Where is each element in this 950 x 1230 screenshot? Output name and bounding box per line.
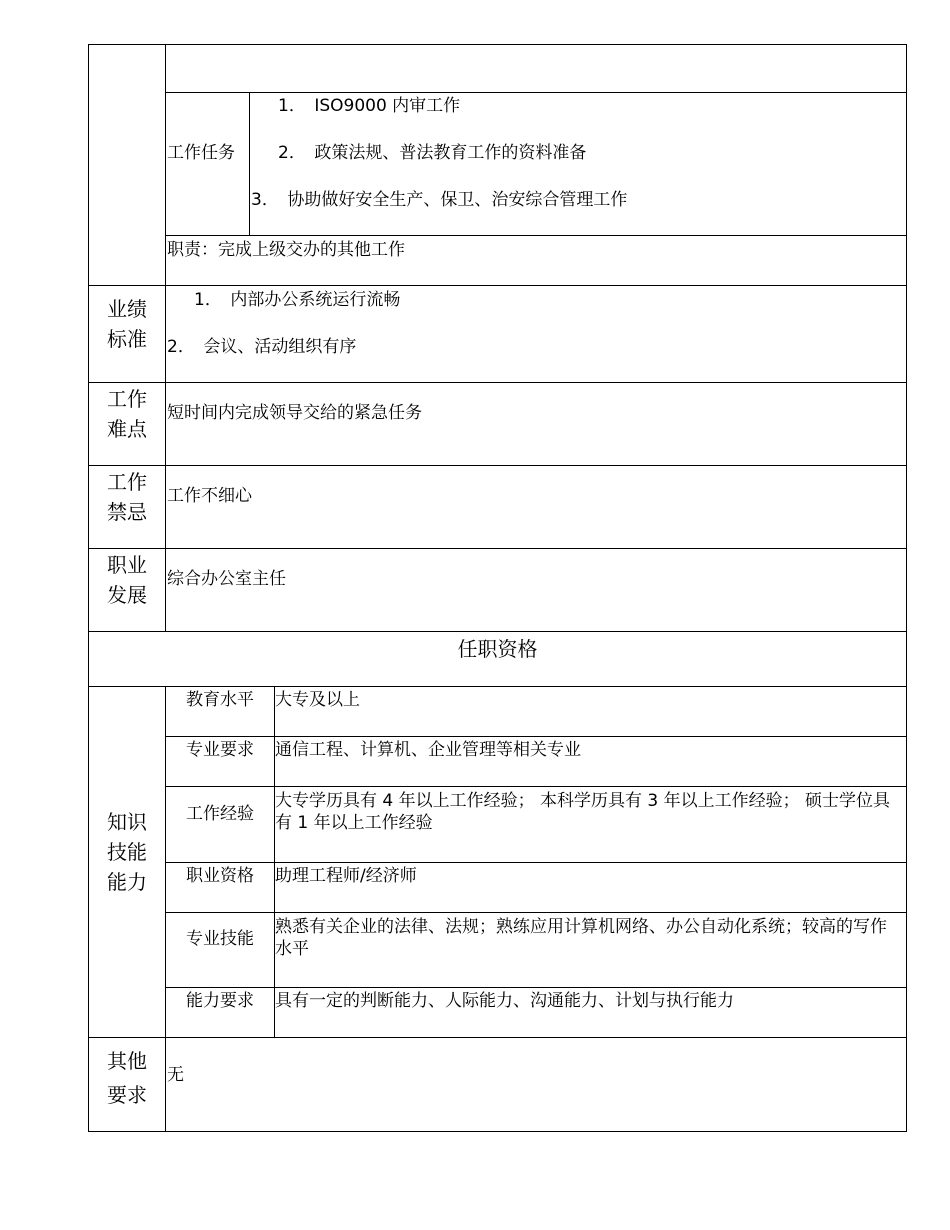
taboo-text: 工作不细心 bbox=[167, 486, 252, 506]
taboo-label-text: 工作 禁忌 bbox=[107, 470, 147, 524]
difficulty-content-cell bbox=[165, 382, 907, 466]
career-label bbox=[89, 550, 165, 610]
experience-label: 工作经验 bbox=[186, 804, 254, 824]
education-value: 大专及以上 bbox=[275, 690, 360, 710]
other-content-cell bbox=[165, 1037, 907, 1132]
certification-label: 职业资格 bbox=[186, 866, 254, 886]
performance-label bbox=[89, 294, 165, 354]
education-label: 教育水平 bbox=[186, 690, 254, 710]
performance-item-2: 2． 会议、活动组织有序 bbox=[167, 337, 357, 357]
qualification-title: 任职资格 bbox=[457, 637, 538, 661]
duties-empty-row bbox=[165, 44, 907, 93]
major-value: 通信工程、计算机、企业管理等相关专业 bbox=[275, 740, 581, 760]
performance-label-text: 业绩 标准 bbox=[107, 297, 147, 351]
task-item-2: 2． 政策法规、普法教育工作的资料准备 bbox=[278, 143, 587, 163]
task-label-cell bbox=[165, 92, 250, 236]
difficulty-text: 短时间内完成领导交给的紧急任务 bbox=[167, 403, 422, 423]
skills-label-cell bbox=[165, 912, 275, 988]
task-label: 工作任务 bbox=[167, 143, 235, 163]
certification-value: 助理工程师/经济师 bbox=[275, 866, 417, 886]
education-value-cell bbox=[274, 686, 907, 737]
other-text: 无 bbox=[167, 1065, 184, 1085]
task-item-1: 1． ISO9000 内审工作 bbox=[278, 96, 461, 116]
task-item-3: 3． 协助做好安全生产、保卫、治安综合管理工作 bbox=[251, 190, 628, 210]
ability-label: 能力要求 bbox=[186, 991, 254, 1011]
taboo-label bbox=[89, 467, 165, 527]
responsibility-text: 职责：完成上级交办的其他工作 bbox=[167, 240, 405, 260]
difficulty-label-text: 工作 难点 bbox=[107, 387, 147, 441]
difficulty-label bbox=[89, 384, 165, 444]
career-content-cell bbox=[165, 548, 907, 632]
duties-side-cell bbox=[88, 44, 166, 286]
major-label: 专业要求 bbox=[186, 740, 254, 760]
skills-label: 专业技能 bbox=[186, 929, 254, 949]
qualification-group-label bbox=[89, 807, 165, 897]
other-label bbox=[89, 1044, 165, 1112]
performance-item-1: 1． 内部办公系统运行流畅 bbox=[194, 290, 401, 310]
taboo-content-cell bbox=[165, 465, 907, 549]
qualification-group-label-text: 知识 技能 能力 bbox=[107, 810, 147, 894]
ability-value: 具有一定的判断能力、人际能力、沟通能力、计划与执行能力 bbox=[275, 991, 734, 1011]
experience-value: 大专学历具有 4 年以上工作经验； 本科学历具有 3 年以上工作经验； 硕士学位具有 1 年以上工作经验 bbox=[275, 791, 891, 833]
career-label-text: 职业 发展 bbox=[107, 553, 147, 607]
other-label-text: 其他 要求 bbox=[107, 1049, 147, 1107]
skills-value: 熟悉有关企业的法律、法规；熟练应用计算机网络、办公自动化系统；较高的写作水平 bbox=[275, 917, 887, 959]
career-text: 综合办公室主任 bbox=[167, 569, 286, 589]
